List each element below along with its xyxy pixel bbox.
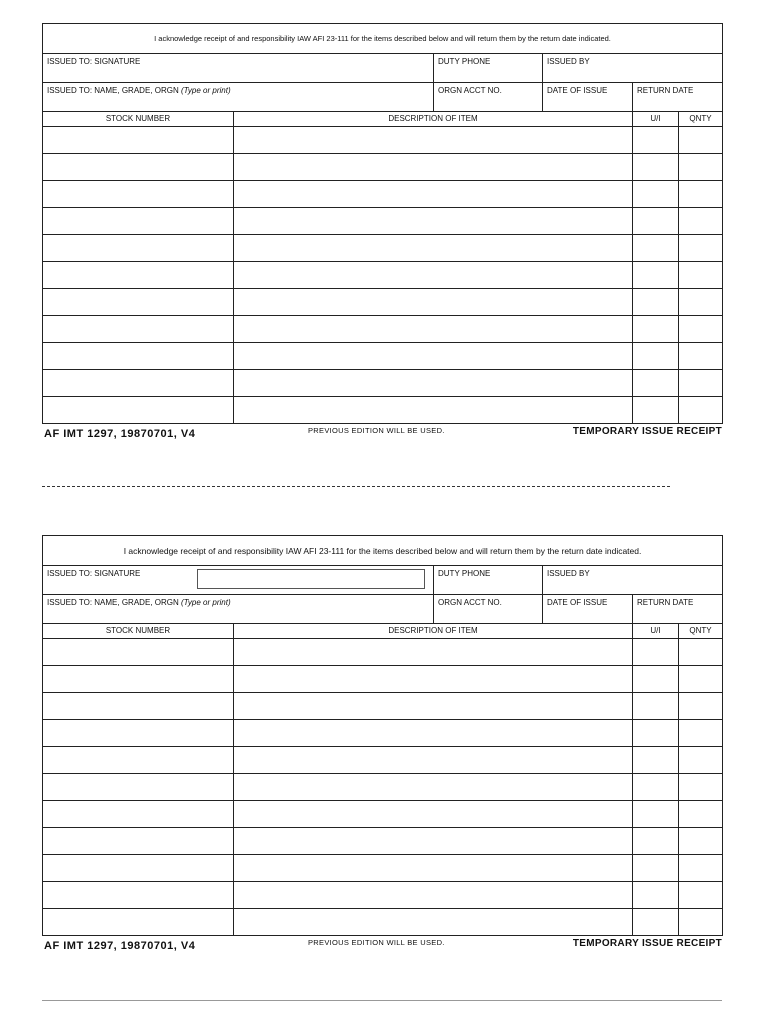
stock-number-cell[interactable] bbox=[43, 693, 234, 720]
description-cell[interactable] bbox=[234, 693, 633, 720]
orgn-acct-field[interactable] bbox=[434, 83, 543, 112]
ui-cell[interactable] bbox=[633, 235, 679, 262]
issued-by-label: ISSUED BY bbox=[547, 57, 590, 66]
issued-to-name-label: ISSUED TO: NAME, GRADE, ORGN bbox=[47, 598, 179, 607]
acknowledgement-text: I acknowledge receipt of and responsibility IAW AFI 23-111 for the items described below and will return them by the return date indicated. bbox=[43, 536, 723, 566]
ui-cell[interactable] bbox=[633, 801, 679, 828]
issued-to-name-field[interactable] bbox=[43, 595, 434, 624]
qnty-cell[interactable] bbox=[679, 774, 723, 801]
qnty-cell[interactable] bbox=[679, 289, 723, 316]
ui-cell[interactable] bbox=[633, 693, 679, 720]
duty-phone-label: DUTY PHONE bbox=[438, 57, 491, 66]
qnty-cell[interactable] bbox=[679, 343, 723, 370]
return-date-label: RETURN DATE bbox=[637, 86, 694, 95]
description-cell[interactable] bbox=[234, 855, 633, 882]
orgn-acct-label: ORGN ACCT NO. bbox=[438, 86, 502, 95]
stock-number-cell[interactable] bbox=[43, 720, 234, 747]
ui-cell[interactable] bbox=[633, 828, 679, 855]
issued-by-field[interactable] bbox=[543, 566, 723, 595]
description-cell[interactable] bbox=[234, 828, 633, 855]
page-bottom-rule bbox=[42, 1000, 722, 1001]
duty-phone-field[interactable] bbox=[434, 54, 543, 83]
description-cell[interactable] bbox=[234, 154, 633, 181]
ui-cell[interactable] bbox=[633, 370, 679, 397]
stock-number-cell[interactable] bbox=[43, 289, 234, 316]
qnty-cell[interactable] bbox=[679, 235, 723, 262]
form-title: TEMPORARY ISSUE RECEIPT bbox=[572, 426, 722, 437]
receipt-form-top bbox=[42, 23, 722, 442]
stock-number-cell[interactable] bbox=[43, 181, 234, 208]
issued-to-signature-field[interactable] bbox=[43, 566, 434, 595]
stock-number-cell[interactable] bbox=[43, 235, 234, 262]
form-id: AF IMT 1297, 19870701, V4 bbox=[44, 428, 196, 440]
stock-number-cell[interactable] bbox=[43, 639, 234, 666]
item-row bbox=[43, 127, 723, 154]
item-row bbox=[43, 262, 723, 289]
description-cell[interactable] bbox=[234, 262, 633, 289]
description-cell[interactable] bbox=[234, 235, 633, 262]
return-date-field[interactable] bbox=[633, 595, 723, 624]
qnty-cell[interactable] bbox=[679, 397, 723, 424]
return-date-label: RETURN DATE bbox=[637, 598, 694, 607]
qnty-cell[interactable] bbox=[679, 855, 723, 882]
ui-cell[interactable] bbox=[633, 909, 679, 936]
issued-to-signature-label: ISSUED TO: SIGNATURE bbox=[47, 569, 141, 578]
stock-number-cell[interactable] bbox=[43, 208, 234, 235]
description-cell[interactable] bbox=[234, 316, 633, 343]
ui-cell[interactable] bbox=[633, 666, 679, 693]
previous-edition-note: PREVIOUS EDITION WILL BE USED. bbox=[308, 426, 445, 435]
issued-to-name-label: ISSUED TO: NAME, GRADE, ORGN bbox=[47, 86, 179, 95]
item-row bbox=[43, 828, 723, 855]
description-cell[interactable] bbox=[234, 909, 633, 936]
ui-cell[interactable] bbox=[633, 855, 679, 882]
item-row bbox=[43, 801, 723, 828]
issued-by-label: ISSUED BY bbox=[547, 569, 590, 578]
description-cell[interactable] bbox=[234, 208, 633, 235]
date-of-issue-field[interactable] bbox=[543, 83, 633, 112]
qnty-cell[interactable] bbox=[679, 181, 723, 208]
item-row bbox=[43, 397, 723, 424]
qnty-cell[interactable] bbox=[679, 747, 723, 774]
ui-cell[interactable] bbox=[633, 720, 679, 747]
column-header-qnty: QNTY bbox=[679, 112, 723, 127]
form-footer bbox=[42, 426, 722, 442]
item-row bbox=[43, 774, 723, 801]
ui-cell[interactable] bbox=[633, 181, 679, 208]
item-row bbox=[43, 235, 723, 262]
item-row bbox=[43, 720, 723, 747]
return-date-field[interactable] bbox=[633, 83, 723, 112]
qnty-cell[interactable] bbox=[679, 370, 723, 397]
item-row bbox=[43, 855, 723, 882]
ui-cell[interactable] bbox=[633, 316, 679, 343]
ui-cell[interactable] bbox=[633, 639, 679, 666]
qnty-cell[interactable] bbox=[679, 154, 723, 181]
description-cell[interactable] bbox=[234, 774, 633, 801]
description-cell[interactable] bbox=[234, 289, 633, 316]
duty-phone-field[interactable] bbox=[434, 566, 543, 595]
qnty-cell[interactable] bbox=[679, 666, 723, 693]
receipt-form-bottom bbox=[42, 535, 722, 954]
description-cell[interactable] bbox=[234, 720, 633, 747]
item-row bbox=[43, 154, 723, 181]
stock-number-cell[interactable] bbox=[43, 801, 234, 828]
qnty-cell[interactable] bbox=[679, 693, 723, 720]
stock-number-cell[interactable] bbox=[43, 262, 234, 289]
ui-cell[interactable] bbox=[633, 747, 679, 774]
column-header-description: DESCRIPTION OF ITEM bbox=[234, 624, 633, 639]
item-row bbox=[43, 343, 723, 370]
item-row bbox=[43, 181, 723, 208]
ui-cell[interactable] bbox=[633, 127, 679, 154]
type-or-print-hint: (Type or print) bbox=[180, 86, 231, 95]
date-of-issue-field[interactable] bbox=[543, 595, 633, 624]
issued-to-signature-label: ISSUED TO: SIGNATURE bbox=[47, 57, 141, 66]
item-row bbox=[43, 693, 723, 720]
issued-to-name-field[interactable] bbox=[43, 83, 434, 112]
ui-cell[interactable] bbox=[633, 397, 679, 424]
date-of-issue-label: DATE OF ISSUE bbox=[547, 86, 608, 95]
item-row bbox=[43, 370, 723, 397]
stock-number-cell[interactable] bbox=[43, 909, 234, 936]
stock-number-cell[interactable] bbox=[43, 343, 234, 370]
qnty-cell[interactable] bbox=[679, 127, 723, 154]
item-rows bbox=[43, 127, 723, 424]
column-header-description: DESCRIPTION OF ITEM bbox=[234, 112, 633, 127]
description-cell[interactable] bbox=[234, 801, 633, 828]
ui-cell[interactable] bbox=[633, 262, 679, 289]
description-cell[interactable] bbox=[234, 747, 633, 774]
qnty-cell[interactable] bbox=[679, 316, 723, 343]
description-cell[interactable] bbox=[234, 181, 633, 208]
stock-number-cell[interactable] bbox=[43, 747, 234, 774]
cut-line bbox=[42, 486, 670, 487]
qnty-cell[interactable] bbox=[679, 208, 723, 235]
stock-number-cell[interactable] bbox=[43, 316, 234, 343]
qnty-cell[interactable] bbox=[679, 882, 723, 909]
date-of-issue-label: DATE OF ISSUE bbox=[547, 598, 608, 607]
item-row bbox=[43, 316, 723, 343]
description-cell[interactable] bbox=[234, 343, 633, 370]
stock-number-cell[interactable] bbox=[43, 666, 234, 693]
orgn-acct-field[interactable] bbox=[434, 595, 543, 624]
stock-number-cell[interactable] bbox=[43, 828, 234, 855]
item-row bbox=[43, 639, 723, 666]
stock-number-cell[interactable] bbox=[43, 855, 234, 882]
ui-cell[interactable] bbox=[633, 208, 679, 235]
item-row bbox=[43, 208, 723, 235]
item-row bbox=[43, 289, 723, 316]
form-id: AF IMT 1297, 19870701, V4 bbox=[44, 940, 196, 952]
stock-number-cell[interactable] bbox=[43, 397, 234, 424]
duty-phone-label: DUTY PHONE bbox=[438, 569, 491, 578]
issued-by-field[interactable] bbox=[543, 54, 723, 83]
column-header-stock-number: STOCK NUMBER bbox=[43, 112, 234, 127]
description-cell[interactable] bbox=[234, 370, 633, 397]
form-footer bbox=[42, 938, 722, 954]
ui-cell[interactable] bbox=[633, 343, 679, 370]
type-or-print-hint: (Type or print) bbox=[180, 598, 231, 607]
qnty-cell[interactable] bbox=[679, 801, 723, 828]
form-title: TEMPORARY ISSUE RECEIPT bbox=[572, 938, 722, 949]
qnty-cell[interactable] bbox=[679, 262, 723, 289]
stock-number-cell[interactable] bbox=[43, 154, 234, 181]
item-row bbox=[43, 909, 723, 936]
column-header-stock-number: STOCK NUMBER bbox=[43, 624, 234, 639]
column-header-qnty: QNTY bbox=[679, 624, 723, 639]
ui-cell[interactable] bbox=[633, 154, 679, 181]
stock-number-cell[interactable] bbox=[43, 127, 234, 154]
signature-input-box[interactable] bbox=[197, 569, 425, 589]
item-row bbox=[43, 882, 723, 909]
description-cell[interactable] bbox=[234, 639, 633, 666]
previous-edition-note: PREVIOUS EDITION WILL BE USED. bbox=[308, 938, 445, 947]
stock-number-cell[interactable] bbox=[43, 370, 234, 397]
ui-cell[interactable] bbox=[633, 882, 679, 909]
ui-cell[interactable] bbox=[633, 774, 679, 801]
description-cell[interactable] bbox=[234, 397, 633, 424]
stock-number-cell[interactable] bbox=[43, 774, 234, 801]
item-row bbox=[43, 666, 723, 693]
qnty-cell[interactable] bbox=[679, 639, 723, 666]
item-rows bbox=[43, 639, 723, 936]
column-header-ui: U/I bbox=[633, 112, 679, 127]
description-cell[interactable] bbox=[234, 127, 633, 154]
qnty-cell[interactable] bbox=[679, 909, 723, 936]
description-cell[interactable] bbox=[234, 882, 633, 909]
column-header-ui: U/I bbox=[633, 624, 679, 639]
ui-cell[interactable] bbox=[633, 289, 679, 316]
item-row bbox=[43, 747, 723, 774]
issued-to-signature-field[interactable] bbox=[43, 54, 434, 83]
description-cell[interactable] bbox=[234, 666, 633, 693]
qnty-cell[interactable] bbox=[679, 828, 723, 855]
stock-number-cell[interactable] bbox=[43, 882, 234, 909]
acknowledgement-text: I acknowledge receipt of and responsibility IAW AFI 23-111 for the items described below and will return them by the return date indicated. bbox=[43, 24, 723, 54]
orgn-acct-label: ORGN ACCT NO. bbox=[438, 598, 502, 607]
qnty-cell[interactable] bbox=[679, 720, 723, 747]
